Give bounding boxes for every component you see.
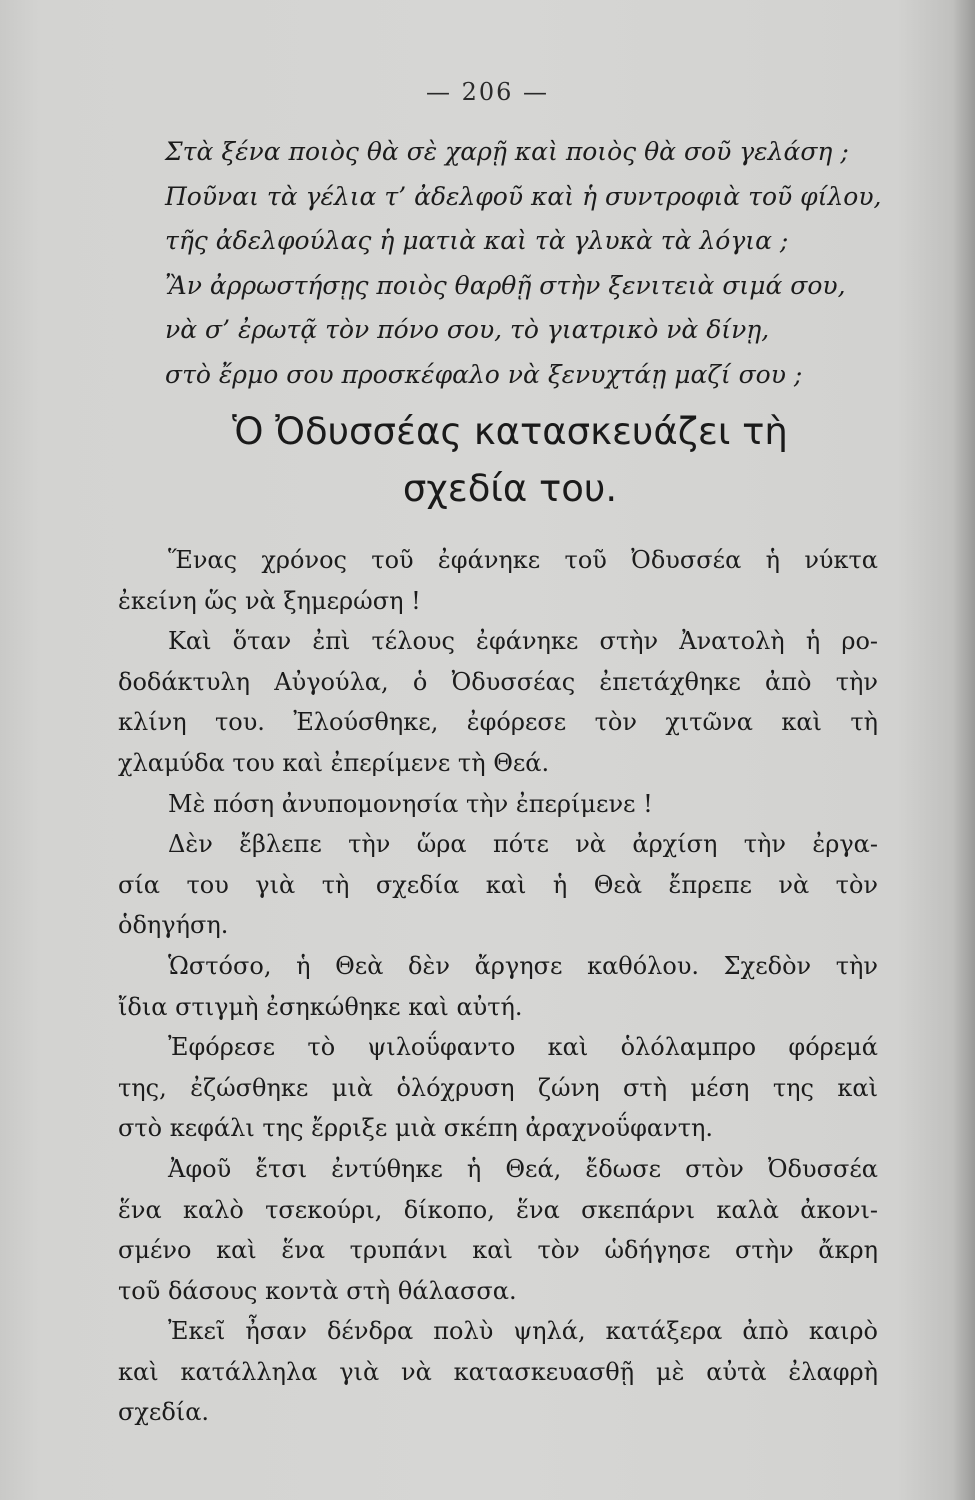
text-line: τοῦ δάσους κοντὰ στὴ θάλασσα. <box>118 1276 517 1305</box>
text-line: ἕνα καλὸ τσεκούρι, δίκοπο, ἕνα σκεπάρνι καλὰ ἀκονι- <box>118 1195 878 1224</box>
text-line: σχεδία. <box>118 1398 210 1427</box>
text-line: δοδάκτυλη Αὐγούλα, ὁ Ὀδυσσέας ἐπετάχθηκε ἀπὸ τὴν <box>118 667 878 696</box>
text-line: καὶ κατάλληλα γιὰ νὰ κατασκευασθῇ μὲ αὐτὰ ἐλαφρὴ <box>118 1357 878 1386</box>
text-line: Δὲν ἔβλεπε τὴν ὥρα πότε νὰ ἀρχίση τὴν ἐργα- <box>168 830 878 859</box>
poem-line: τῆς ἀδελφούλας ἡ ματιὰ καὶ τὰ γλυκὰ τὰ λόγια ; <box>165 226 789 255</box>
body-text <box>118 540 878 1433</box>
poem-line: στὸ ἔρμο σου προσκέφαλο νὰ ξενυχτάῃ μαζί σου ; <box>165 359 803 389</box>
text-line: ἴδια στιγμὴ ἐσηκώθηκε καὶ αὐτή. <box>118 992 523 1021</box>
text-line: Καὶ ὅταν ἐπὶ τέλους ἐφάνηκε στὴν Ἀνατολὴ ἡ ρο- <box>168 627 878 656</box>
text-line: σία του γιὰ τὴ σχεδία καὶ ἡ Θεὰ ἔπρεπε νὰ τὸν <box>118 870 878 899</box>
page-number: — 206 — <box>425 78 550 106</box>
text-line: χλαμύδα του καὶ ἐπερίμενε τὴ Θεά. <box>118 748 550 777</box>
poem-line: Στὰ ξένα ποιὸς θὰ σὲ χαρῇ καὶ ποιὸς θὰ σοῦ γελάση ; <box>165 137 849 166</box>
poem-line: Ποῦναι τὰ γέλια τ’ ἀδελφοῦ καὶ ἡ συντροφιὰ τοῦ φίλου, <box>165 181 882 211</box>
poem-line: νὰ σ’ ἐρωτᾷ τὸν πόνο σου, τὸ γιατρικὸ νὰ δίνῃ, <box>165 315 770 344</box>
text-line: ὁδηγήση. <box>118 911 229 940</box>
text-line: ἐκείνη ὥς νὰ ξημερώση ! <box>118 586 421 615</box>
text-line: Ἐφόρεσε τὸ ψιλοΰφαντο καὶ ὁλόλαμπρο φόρεμά <box>168 1033 878 1062</box>
poem-line: Ἂν ἀρρωστήσῃς ποιὸς θαρθῇ στὴν ξενιτειὰ σιμά σου, <box>165 270 846 300</box>
text-line: της, ἐζώσθηκε μιὰ ὁλόχρυση ζώνη στὴ μέση της καὶ <box>118 1073 878 1102</box>
text-line: Ἀφοῦ ἔτσι ἐντύθηκε ἡ Θεά, ἔδωσε στὸν Ὀδυσσέα <box>168 1154 878 1183</box>
poem-stanza <box>165 130 905 397</box>
text-line: Ἕνας χρόνος τοῦ ἐφάνηκε τοῦ Ὀδυσσέα ἡ νύκτα <box>168 546 878 574</box>
text-line: Ἐκεῖ ἦσαν δένδρα πολὺ ψηλά, κατάξερα ἀπὸ καιρὸ <box>168 1317 878 1346</box>
text-line: σμένο καὶ ἕνα τρυπάνι καὶ τὸν ὡδήγησε στὴν ἄκρη <box>118 1236 878 1265</box>
page-edge-shadow <box>953 0 975 1500</box>
section-heading-line-1: Ὁ Ὀδυσσέας κατασκευάζει τὴ <box>232 410 788 453</box>
text-line: κλίνη του. Ἐλούσθηκε, ἐφόρεσε τὸν χιτῶνα καὶ τὴ <box>118 708 878 737</box>
text-line: Ὡστόσο, ἡ Θεὰ δὲν ἄργησε καθόλου. Σχεδὸν τὴν <box>168 951 878 980</box>
section-heading-line-2: σχεδία του. <box>402 467 618 510</box>
text-line: στὸ κεφάλι της ἔρριξε μιὰ σκέπη ἀραχνοΰφαντη. <box>118 1114 713 1143</box>
text-line: Μὲ πόση ἀνυπομονησία τὴν ἐπερίμενε ! <box>168 789 653 818</box>
